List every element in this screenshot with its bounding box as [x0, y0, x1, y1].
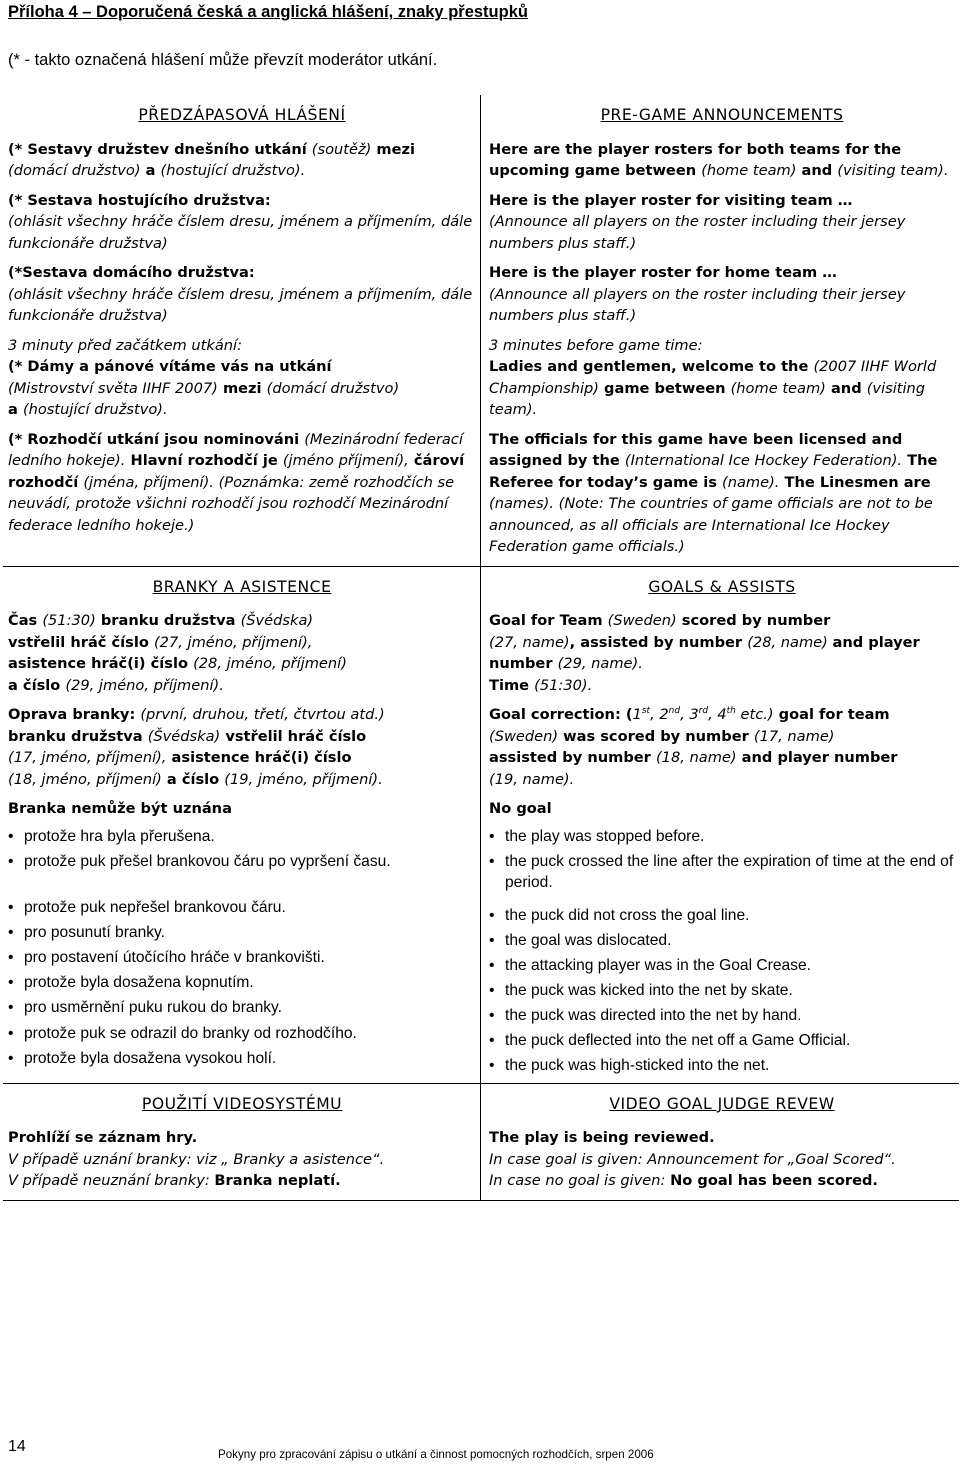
list-item: • the puck did not cross the goal line.	[489, 905, 955, 927]
cz-video-lines: Prohlíží se záznam hry. V případě uznání branky: viz „ Branky a asistence“. V případě neuznání branky: Branka neplatí.	[8, 1129, 385, 1190]
list-item: • the puck was high-sticked into the net.	[489, 1055, 955, 1077]
list-item: • protože puk přešel brankovou čáru po vypršení času.	[8, 851, 476, 873]
page-footer: Pokyny pro zpracování zápisu o utkání a činnost pomocných rozhodčích, srpen 2006	[218, 1448, 654, 1461]
cz-no-goal-reasons	[8, 826, 476, 1070]
list-item: • the puck crossed the line after the expiration of time at the end of period.	[489, 851, 955, 894]
list-item: • pro postavení útočícího hráče v brankovišti.	[8, 947, 476, 969]
goals-en	[481, 610, 960, 1083]
en-no-goal-reasons	[489, 826, 955, 1077]
list-item: • protože byla dosažena vysokou holí.	[8, 1048, 476, 1070]
page-number: 14	[8, 1438, 26, 1455]
section-header-row	[3, 566, 959, 610]
en-video-lines: The play is being reviewed. In case goal is given: Announcement for „Goal Scored“. In case no goal is given: No goal has been scored.	[489, 1129, 896, 1190]
en-no-goal-heading: No goal	[489, 800, 552, 817]
list-item: • protože hra byla přerušena.	[8, 826, 476, 848]
en-goal-announcement: Goal for Team (Sweden) scored by number (27, name), assisted by number (28, name) and player number (29, name). Time (51:30).	[489, 612, 920, 694]
pregame-en	[481, 139, 960, 567]
cz-heading-goals: BRANKY A ASISTENCE	[3, 566, 481, 610]
section-header-row	[3, 1083, 959, 1127]
section-header-row	[3, 95, 959, 139]
list-item: • pro usměrnění puku rukou do branky.	[8, 997, 476, 1019]
cz-heading-pregame: PŘEDZÁPASOVÁ HLÁŠENÍ	[3, 95, 481, 139]
list-item: • the puck was directed into the net by hand.	[489, 1005, 955, 1027]
list-item: • the goal was dislocated.	[489, 930, 955, 952]
goals-row	[3, 610, 959, 1083]
en-rosters-intro: Here are the player rosters for both teams for the upcoming game between (home team) and (visiting team).	[489, 140, 949, 179]
video-en	[481, 1127, 960, 1200]
list-item: • protože puk nepřešel brankovou čáru.	[8, 897, 476, 919]
cz-home-roster: (*Sestava domácího družstva: (ohlásit všechny hráče číslem dresu, jménem a příjmením, dále funkcionáře družstva)	[8, 264, 473, 324]
list-item: • the attacking player was in the Goal Crease.	[489, 955, 955, 977]
cz-rosters-intro: (* Sestavy družstev dnešního utkání (soutěž) mezi (domácí družstvo) a (hostující družstvo).	[8, 140, 416, 179]
list-item: • the puck was kicked into the net by skate.	[489, 980, 955, 1002]
pregame-row	[3, 139, 959, 567]
en-home-roster: Here is the player roster for home team … (Announce all players on the roster including their jersey numbers plus staff.)	[489, 264, 906, 324]
list-item: • pro posunutí branky.	[8, 922, 476, 944]
en-heading-goals: GOALS & ASSISTS	[648, 577, 796, 596]
cz-goal-announcement: Čas (51:30) branku družstva (Švédska) vstřelil hráč číslo (27, jméno, příjmení), asistence hráč(i) číslo (28, jméno, příjmení) a číslo (29, jméno, příjmení).	[8, 612, 347, 694]
list-item: • protože puk se odrazil do branky od rozhodčího.	[8, 1023, 476, 1045]
en-goal-correction: Goal correction: (1st, 2nd, 3rd, 4th etc.) goal for team (Sweden) was scored by number (17, name) assisted by number (18, name) and player number (19, name).	[489, 706, 898, 788]
list-item: • the play was stopped before.	[489, 826, 955, 848]
cz-goal-correction: Oprava branky: (první, druhou, třetí, čtvrtou atd.) branku družstva (Švédska) vstřelil hráč číslo (17, jméno, příjmení), asistence hráč(i) číslo (18, jméno, příjmení) a číslo (19, jméno, příjmení).	[8, 706, 385, 788]
cz-welcome: 3 minuty před začátkem utkání: (* Dámy a pánové vítáme vás na utkání (Mistrovství světa IIHF 2007) mezi (domácí družstvo) a (hostující družstvo).	[8, 336, 400, 418]
video-cz	[3, 1127, 481, 1200]
cz-officials: (* Rozhodčí utkání jsou nominováni (Mezinárodní federací ledního hokeje). Hlavní rozhodčí je (jméno příjmení), čároví rozhodčí (jména, příjmení). (Poznámka: země rozhodčích se neuvádí, protože všichni rozhodčí jsou rozhodčí Mezinárodní federace ledního hokeje.)	[8, 430, 465, 534]
announcements-table	[3, 95, 959, 1201]
en-visiting-roster: Here is the player roster for visiting team … (Announce all players on the roster including their jersey numbers plus staff.)	[489, 191, 906, 252]
page-title: Příloha 4 – Doporučená česká a anglická hlášení, znaky přestupků	[8, 3, 528, 21]
en-heading-pregame: PRE-GAME ANNOUNCEMENTS	[600, 106, 844, 124]
en-welcome: 3 minutes before game time: Ladies and gentlemen, welcome to the (2007 IIHF World Championship) game between (home team) and (visiting team).	[489, 336, 937, 418]
goals-cz	[3, 610, 481, 1083]
cz-no-goal-heading: Branka nemůže být uznána	[8, 800, 232, 817]
cz-visiting-roster: (* Sestava hostujícího družstva: (ohlásit všechny hráče číslem dresu, jménem a příjmením, dále funkcionáře družstva)	[8, 191, 473, 252]
en-officials: The officials for this game have been licensed and assigned by the (International Ice Hockey Federation). The Referee for today’s game is (name). The Linesmen are (names). (Note: The countries of game officials are not to be announced, as all officials are International Ice Hockey Federation game officials.)	[489, 430, 938, 555]
cz-heading-video: POUŽITÍ VIDEOSYSTÉMU	[3, 1083, 481, 1127]
en-heading-video: VIDEO GOAL JUDGE REVEW	[609, 1094, 835, 1113]
moderator-note: (* - takto označená hlášení může převzít moderátor utkání.	[8, 51, 438, 69]
list-item: • the puck deflected into the net off a Game Official.	[489, 1030, 955, 1052]
video-row	[3, 1127, 959, 1200]
list-item: • protože byla dosažena kopnutím.	[8, 972, 476, 994]
pregame-cz	[3, 139, 481, 567]
